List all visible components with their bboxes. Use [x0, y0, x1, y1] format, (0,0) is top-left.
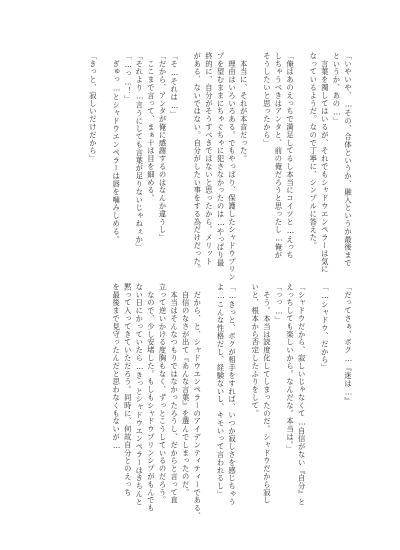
text-line: よ…こんな性格だし、経験ないし、キモいって言われるし」	[216, 283, 226, 498]
text-line	[250, 52, 262, 278]
text-block-top	[87, 52, 354, 282]
text-line: 「…シャドウ、だから」	[320, 283, 330, 372]
text-line: 立って逆いかける度胸もなく、ずっとこうしているのだろう。	[158, 283, 168, 505]
text-line: 終的に、自分がそうすべきではないと思ったから。メリット	[204, 52, 214, 266]
text-line: プを望むままにちゃぐちゃに犯さなかったのは…やっぱり最	[216, 52, 226, 267]
text-line: 自信のなさが出て『あんな言葉』を選んでしまったのだ。	[181, 283, 191, 497]
text-line	[296, 52, 308, 278]
text-line: 本当に、それが本音だった。	[239, 52, 249, 163]
text-line: 「きっと、寂しいだけだから」	[88, 52, 98, 163]
text-line	[203, 283, 215, 509]
text-line: ここまで言って、まぁ十は目を細める。	[146, 52, 156, 203]
text-block-bottom	[111, 283, 354, 520]
text-line: ない日にかっていたら…きっとシャドウエンペラーはきちんと	[135, 283, 145, 506]
text-line: 「っっ…」	[274, 283, 284, 325]
text-line: 「シャドウだから、寂しいじゃなくて…自信がない『自分』と	[297, 283, 307, 506]
text-line	[331, 283, 343, 509]
text-line: 本当はそんなつもりではなかったろうし、だからと言って直	[170, 283, 180, 505]
text-line	[180, 52, 192, 278]
text-line: 「…きっと、ボクが相手をすれば、いつか寂しさを感じちゃう	[228, 283, 238, 506]
text-line: 「いやいや、…その、合体というか、融入というか最後まで	[344, 52, 353, 267]
text-line: 言葉を濁してはいるが、それでもシャドウエンペラーは気に	[320, 52, 330, 274]
text-line: というか、あの…」	[332, 52, 342, 125]
text-line: そうしたいと思ったから」	[262, 52, 272, 147]
text-line: 「俺はあのえっちで満足してるし本当にコイツと…えっち	[286, 52, 296, 260]
text-line: 「だから、アンタが俺に感謝するのはなんか違うし」	[158, 52, 168, 242]
text-line: 「…っ…！」	[123, 52, 133, 103]
text-line: がある、ないではない。自分がしたい事をする為だけだった。	[193, 52, 203, 274]
text-line	[238, 283, 250, 509]
text-line: えっちしても楽しいから。なんだな。本当は。」	[286, 283, 296, 454]
text-line: 「そ…それは…」	[170, 52, 180, 119]
text-line: そう。本当は読度化してしまったのだ。シャドウだから寂し	[262, 283, 272, 505]
text-line: しちゃうべきはアンタと、前の俺だろうと思ったし…俺が	[274, 52, 284, 260]
text-line: ぎゅっ…とシャドウエンペラーは唇を噛みしめる。	[112, 52, 122, 244]
text-line: 理由はいろいろある。でもやっぱり、保護したシャドウプリン	[228, 52, 238, 282]
text-line: なっているようだ。なので丁寧に、シンプルに答えた。	[309, 52, 319, 250]
text-line: 黙って入ってきていただろう。同時に、何故自分とのえっち	[123, 283, 133, 497]
text-line	[99, 52, 111, 278]
text-line: 「それより…言うにしても言葉が足りないじゃねぇか」	[135, 52, 145, 252]
text-line: を最後まで見守ったんだと思わなくもないが…	[112, 283, 122, 451]
text-line: なので、少し安堵した。もしもシャドウプリンシプがもんでも	[146, 283, 156, 513]
text-line: 「だってさぁ、ボク…『迷は…』	[344, 283, 353, 405]
text-line	[308, 283, 320, 509]
text-line: だから、と、シャドウエンペラーのアイデンティティーである、	[193, 283, 203, 520]
text-line: いと、根本から否定したふりをして。	[251, 283, 261, 418]
